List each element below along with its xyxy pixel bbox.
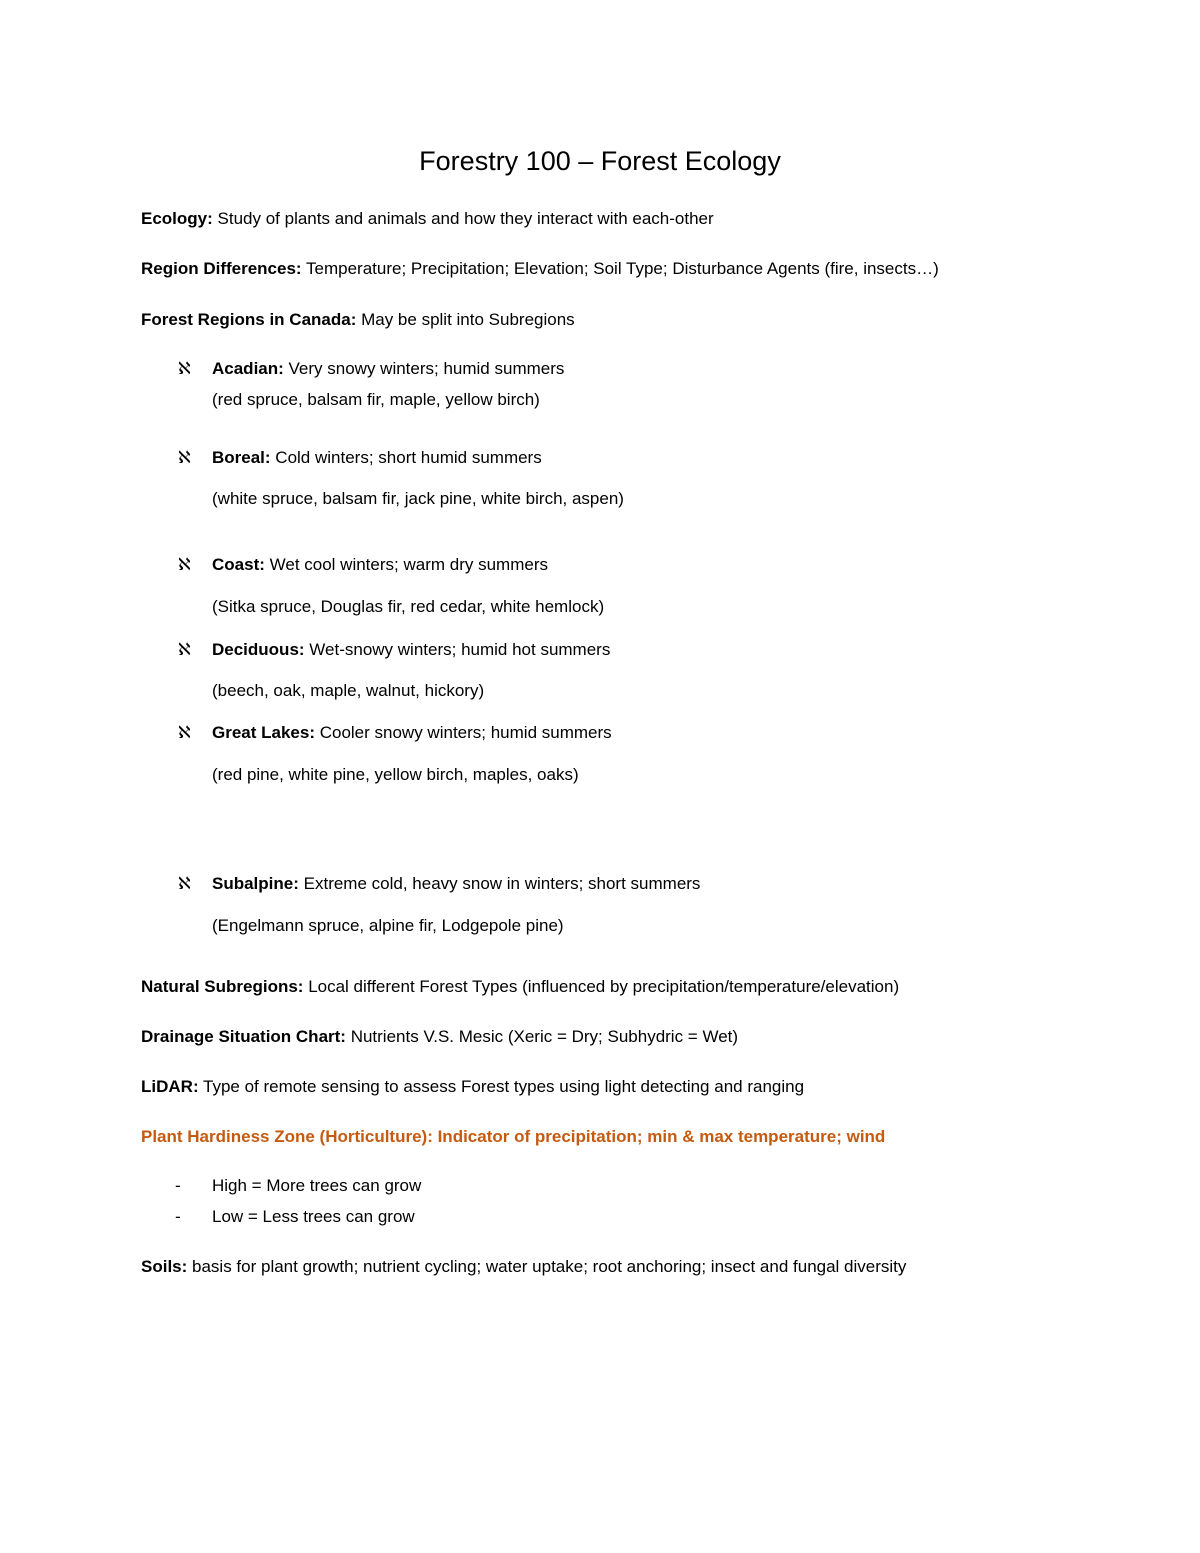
region-item-deciduous — [212, 638, 610, 662]
region-species-coast: (Sitka spruce, Douglas fir, red cedar, white hemlock) — [212, 597, 605, 616]
forest-regions-text: May be split into Subregions — [356, 310, 575, 329]
ecology-label: Ecology: — [141, 209, 213, 228]
bullet-icon: ℵ — [178, 723, 191, 742]
drainage-definition — [141, 1025, 738, 1049]
region-item-boreal — [212, 446, 542, 470]
ecology-text: Study of plants and animals and how they interact with each-other — [212, 209, 714, 228]
natural-subregions-text: Local different Forest Types (influenced by precipitation/temperature/elevation) — [303, 977, 900, 996]
region-species-subalpine: (Engelmann spruce, alpine fir, Lodgepole pine) — [212, 916, 564, 935]
hardiness-low: Low = Less trees can grow — [212, 1207, 415, 1226]
bullet-icon: ℵ — [178, 555, 191, 574]
natural-subregions-label: Natural Subregions: — [141, 977, 304, 996]
forest-regions-definition — [141, 308, 575, 332]
page-title: Forestry 100 – Forest Ecology — [419, 146, 781, 176]
region-species-boreal: (white spruce, balsam fir, jack pine, white birch, aspen) — [212, 489, 624, 508]
region-differences-label: Region Differences: — [141, 259, 302, 278]
region-name: Great Lakes: — [212, 723, 315, 742]
drainage-text: Nutrients V.S. Mesic (Xeric = Dry; Subhydric = Wet) — [345, 1027, 739, 1046]
hardiness-high: High = More trees can grow — [212, 1176, 422, 1195]
region-climate: Very snowy winters; humid summers — [283, 359, 565, 378]
region-item-coast — [212, 553, 548, 577]
region-species-great-lakes: (red pine, white pine, yellow birch, maples, oaks) — [212, 765, 579, 784]
soils-label: Soils: — [141, 1257, 188, 1276]
region-name: Deciduous: — [212, 640, 305, 659]
region-item-acadian — [212, 357, 564, 381]
dash-bullet: - — [175, 1176, 181, 1195]
region-species-deciduous: (beech, oak, maple, walnut, hickory) — [212, 681, 485, 700]
region-climate: Cold winters; short humid summers — [270, 448, 542, 467]
drainage-label: Drainage Situation Chart: — [141, 1027, 346, 1046]
region-climate: Cooler snowy winters; humid summers — [315, 723, 612, 742]
region-name: Subalpine: — [212, 874, 299, 893]
bullet-icon: ℵ — [178, 448, 191, 467]
bullet-icon: ℵ — [178, 359, 191, 378]
region-climate: Extreme cold, heavy snow in winters; short summers — [298, 874, 701, 893]
soils-text: basis for plant growth; nutrient cycling; water uptake; root anchoring; insect and fungal diversity — [187, 1257, 907, 1276]
region-name: Coast: — [212, 555, 265, 574]
natural-subregions-definition — [141, 975, 899, 999]
region-climate: Wet-snowy winters; humid hot summers — [304, 640, 611, 659]
hardiness-zone-definition: Plant Hardiness Zone (Horticulture): Indicator of precipitation; min & max temperature; wind — [141, 1127, 886, 1146]
forest-regions-label: Forest Regions in Canada: — [141, 310, 357, 329]
region-item-great-lakes — [212, 721, 612, 745]
soils-definition — [141, 1255, 906, 1279]
region-differences-definition — [141, 257, 939, 281]
dash-bullet: - — [175, 1207, 181, 1226]
bullet-icon: ℵ — [178, 640, 191, 659]
region-climate: Wet cool winters; warm dry summers — [264, 555, 548, 574]
region-name: Boreal: — [212, 448, 271, 467]
region-differences-text: Temperature; Precipitation; Elevation; Soil Type; Disturbance Agents (fire, insects…) — [301, 259, 939, 278]
region-species-acadian: (red spruce, balsam fir, maple, yellow birch) — [212, 390, 540, 409]
region-item-subalpine — [212, 872, 700, 896]
lidar-definition — [141, 1075, 804, 1099]
lidar-label: LiDAR: — [141, 1077, 199, 1096]
ecology-definition — [141, 207, 714, 231]
bullet-icon: ℵ — [178, 874, 191, 893]
lidar-text: Type of remote sensing to assess Forest types using light detecting and ranging — [198, 1077, 805, 1096]
region-name: Acadian: — [212, 359, 284, 378]
